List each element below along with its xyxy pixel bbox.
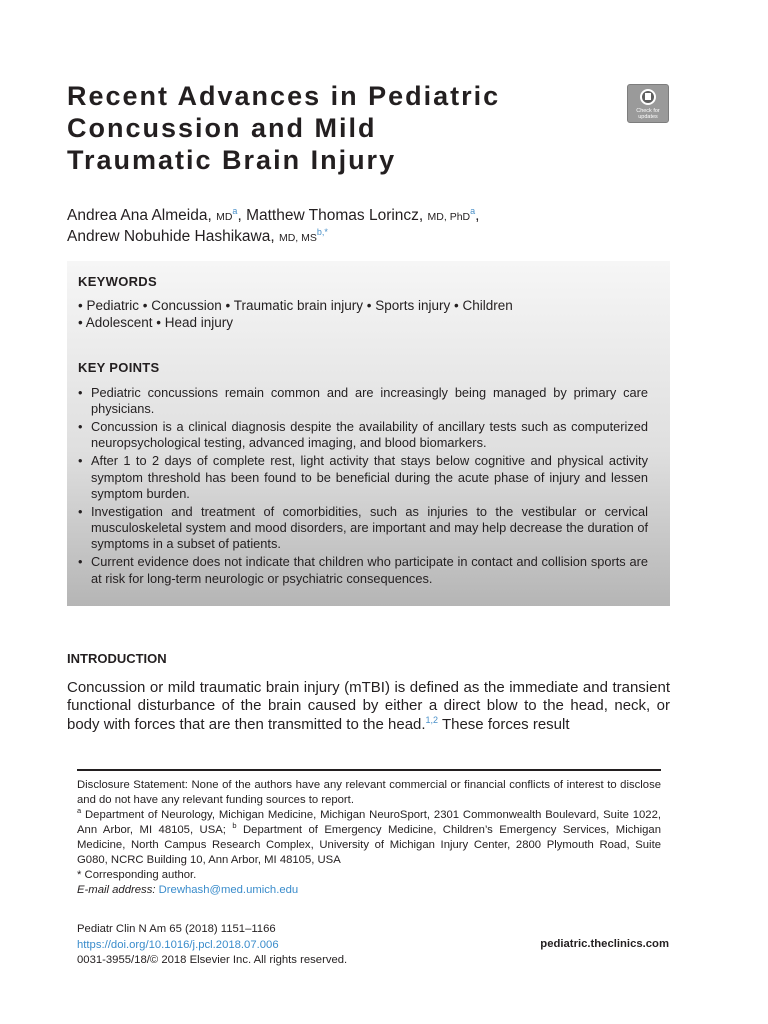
- key-point-text: Current evidence does not indicate that children who participate in contact and collision sports are at risk for long-term neurologic or psychiatric consequences.: [91, 554, 648, 586]
- author-degrees: MD, MS: [278, 232, 317, 244]
- bookmark-icon: [645, 93, 651, 100]
- key-points-list: [78, 385, 648, 589]
- affiliation-a: Department of Neurology, Michigan Medicine, Michigan NeuroSport, 2301 Commonwealth Boulevard, Suite 1022, Ann Arbor, MI 48105, USA;: [77, 809, 661, 836]
- bullet-icon: •: [78, 385, 83, 400]
- disclosure-statement: Disclosure Statement: None of the authors have any relevant commercial or financial conflicts of interest to disclose and do not have any relevant funding sources to report.: [77, 779, 661, 806]
- keywords-line: • Pediatric • Concussion • Traumatic brain injury • Sports injury • Children: [78, 298, 513, 313]
- email-label: E-mail address:: [77, 884, 156, 896]
- bullet-icon: •: [78, 503, 83, 519]
- author-name: Andrea Ana Almeida,: [67, 207, 217, 224]
- key-point-text: Pediatric concussions remain common and are increasingly being managed by primary care physicians.: [91, 385, 648, 417]
- title-line: Recent Advances in Pediatric: [67, 81, 501, 111]
- affiliation-link[interactable]: a: [232, 206, 238, 216]
- key-point-text: After 1 to 2 days of complete rest, light activity that stays below cognitive and physical activity symptom threshold has been found to be beneficial during the acute phase of injury and lessen symptom burden.: [91, 453, 648, 501]
- key-point-item: [78, 504, 648, 553]
- bullet-icon: •: [78, 419, 83, 435]
- bullet-icon: •: [78, 554, 83, 570]
- author-degrees: MD, PhD: [427, 211, 471, 223]
- key-point-item: [78, 385, 648, 418]
- key-points-heading: KEY POINTS: [78, 360, 160, 375]
- copyright-line: 0031-3955/18/© 2018 Elsevier Inc. All rights reserved.: [77, 954, 348, 966]
- journal-citation: Pediatr Clin N Am 65 (2018) 1151–1166: [77, 923, 276, 935]
- author-name: Andrew Nobuhide Hashikawa,: [67, 228, 279, 245]
- badge-label: Check for updates: [636, 108, 660, 120]
- email-link[interactable]: Drewhash@med.umich.edu: [158, 884, 299, 896]
- affiliation-link[interactable]: a: [470, 206, 476, 216]
- author-degrees: MD: [216, 211, 233, 223]
- separator: ,: [475, 207, 480, 224]
- keywords-heading: KEYWORDS: [78, 274, 157, 289]
- title-line: Concussion and Mild: [67, 113, 377, 143]
- introduction-heading: INTRODUCTION: [67, 651, 167, 666]
- title-line: Traumatic Brain Injury: [67, 145, 397, 175]
- intro-text: These forces result: [438, 715, 570, 733]
- reference-link[interactable]: 1,2: [425, 714, 439, 725]
- affiliation-mark: a: [77, 806, 82, 815]
- author-list: [67, 206, 687, 248]
- affiliations: [77, 808, 661, 868]
- key-point-item: [78, 453, 648, 502]
- key-point-text: Investigation and treatment of comorbidities, such as injuries to the vestibular or cervical musculoskeletal system and mood disorders, are important and may help decrease the duration of symptoms in a subset of patients.: [91, 503, 648, 552]
- doi-link[interactable]: https://doi.org/10.1016/j.pcl.2018.07.006: [77, 938, 279, 951]
- intro-text: Concussion or mild traumatic brain injury (mTBI) is defined as the immediate and transient functional disturbance of the brain caused by either a direct blow to the head, neck, or body with forces that are then transmitted to the head.: [67, 679, 670, 733]
- article-title: [67, 80, 607, 176]
- separator: ,: [237, 207, 247, 224]
- footnotes: [77, 778, 661, 898]
- corresponding-author: * Corresponding author.: [77, 869, 197, 881]
- keywords-list: [78, 297, 658, 331]
- affiliation-mark: b: [232, 821, 237, 830]
- check-for-updates-badge[interactable]: [627, 84, 669, 123]
- journal-website[interactable]: pediatric.theclinics.com: [540, 938, 669, 950]
- keywords-line: • Adolescent • Head injury: [78, 315, 234, 330]
- key-point-text: Concussion is a clinical diagnosis despite the availability of ancillary tests such as computerized neuropsychological testing, advanced imaging, and blood biomarkers.: [91, 419, 648, 451]
- footnote-divider: [77, 769, 661, 771]
- affiliation-b: Department of Emergency Medicine, Children’s Emergency Services, Michigan Medicine, North Campus Research Complex, University of Michigan Injury Center, 2800 Plymouth Road, Suite G080, NCRC Building 10, Ann Arbor, MI 48105, USA: [77, 824, 661, 866]
- author-name: Matthew Thomas Lorincz,: [246, 207, 428, 224]
- key-point-item: [78, 419, 648, 452]
- affiliation-link[interactable]: b,*: [316, 227, 328, 237]
- email-line: [77, 883, 661, 898]
- key-point-item: [78, 554, 648, 587]
- bullet-icon: •: [78, 453, 83, 469]
- introduction-paragraph: [67, 679, 670, 734]
